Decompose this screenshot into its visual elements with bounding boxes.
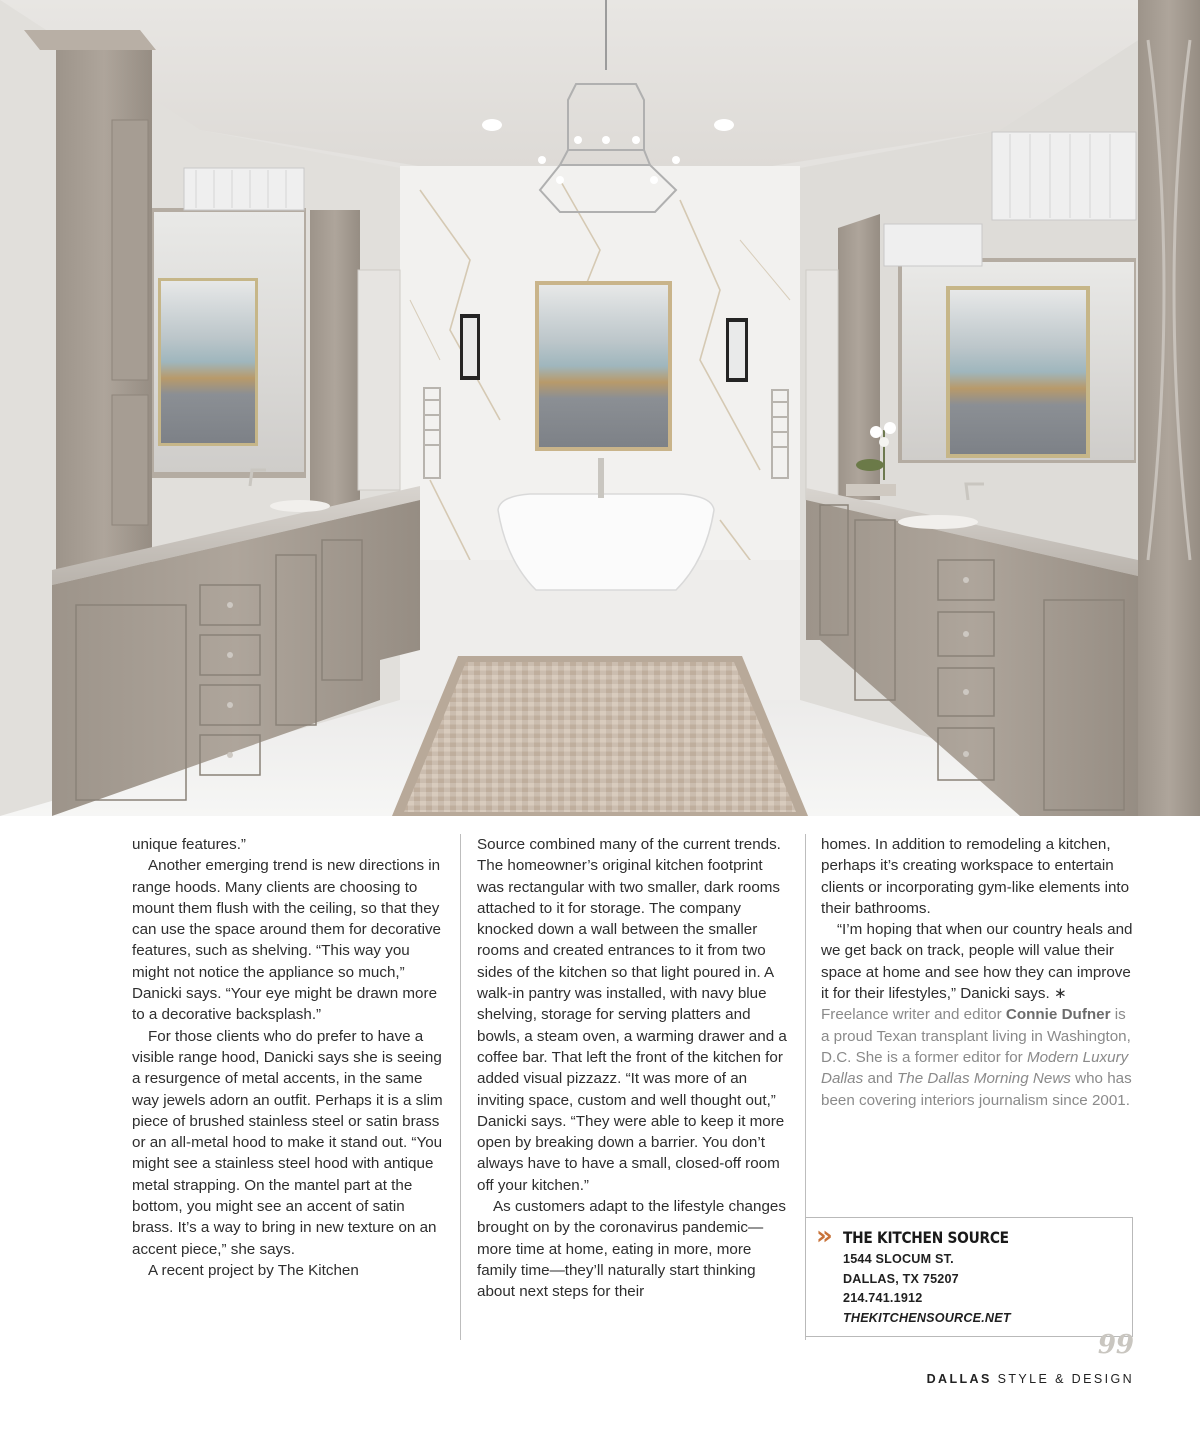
magazine-name-bold: DALLAS	[926, 1372, 992, 1386]
magazine-name	[927, 1372, 1134, 1386]
publication-name: The Dallas Morning News	[897, 1070, 1071, 1088]
paragraph: Source combined many of the current trends. The homeowner’s original kitchen footprint was rectangular with two smaller, dark rooms attached to it for storage. The company knocked down a wall between the smaller rooms and created entrances to it from two sides of the kitchen so that light poured in. A walk-in pantry was installed, with navy blue shelving, storage for serving platters and bowls, a steam oven, a warming drawer and a coffee bar. That left the front of the kitchen for added visual pizzazz. “It was more of an inviting space, custom and well thought out,” Danicki says. “They were able to keep it more open by breaking down a barrier. You don’t always have to have a small, closed-off room off your kitchen.”	[477, 836, 787, 1194]
bio-text: Freelance writer and editor	[821, 1006, 1006, 1024]
column-divider	[460, 834, 461, 1340]
page-number: 99	[1097, 1330, 1134, 1360]
company-name: THE KITCHEN SOURCE	[843, 1228, 1009, 1247]
paragraph: A recent project by The Kitchen	[148, 1261, 359, 1279]
author-last-name: Dufner	[1061, 1006, 1111, 1024]
paragraph: unique features.”	[132, 836, 246, 853]
bio-text: and	[863, 1070, 897, 1088]
paragraph: homes. In addition to remodeling a kitchen, perhaps it’s creating workspace to entertain clients or incorporating gym-like elements into their bathrooms.	[821, 836, 1130, 917]
address-line-1: 1544 SLOCUM ST.	[843, 1252, 954, 1266]
author-first-name: Connie	[1005, 1006, 1058, 1024]
magazine-name-rest: STYLE & DESIGN	[991, 1372, 1134, 1386]
paragraph-closing	[821, 919, 1135, 1004]
address-line-2: DALLAS, TX 75207	[843, 1271, 959, 1286]
publication-name: Modern Luxury Dallas	[821, 1048, 1129, 1088]
closing-quote-text: “I’m hoping that when our country heals and we get back on track, people will value their space at home and see how they can improve it for their lifestyles,” Danicki says.	[821, 921, 1133, 1003]
paragraph: Another emerging trend is new directions in range hoods. Many clients are choosing to mount them flush with the ceiling, so that they can use the space around them for decorative features, such as shelving. “This way you might not notice the appliance so much,” Danicki says. “Your eye might be drawn more to a decorative backsplash.”	[132, 857, 442, 1024]
end-mark: ∗	[1053, 985, 1067, 1003]
phone-number: 214.741.1912	[843, 1291, 923, 1306]
website-link[interactable]: THEKITCHENSOURCE.NET	[843, 1310, 1011, 1325]
text-column-1	[132, 834, 444, 1281]
bio-text: who has been covering interiors journalism since 2001.	[821, 1070, 1132, 1109]
source-info-box	[805, 1217, 1133, 1337]
text-column-2	[477, 834, 793, 1303]
bio-text: is a proud Texan transplant living in Washington, D.C. She is a former editor for	[821, 1006, 1131, 1066]
text-column-3	[821, 834, 1135, 1111]
double-chevron-icon: »	[816, 1221, 827, 1251]
author-bio	[821, 1004, 1135, 1110]
paragraph: For those clients who do prefer to have a visible range hood, Danicki says she is seeing a resurgence of metal accents, in the same way jewels adorn an outfit. Perhaps it is a slim piece of brushed stainless steel or satin brass or an all-metal hood to make it stand out. “You might see a stainless steel hood with antique metal strapping. On the mantel part at the bottom, you might see an accent of satin brass. It’s a way to bring in new texture on an accent piece,” she says.	[132, 1027, 443, 1258]
paragraph: As customers adapt to the lifestyle changes brought on by the coronavirus pandemic—more time at home, eating in more, more family time—they’ll naturally start thinking about next steps for their	[477, 1198, 786, 1301]
